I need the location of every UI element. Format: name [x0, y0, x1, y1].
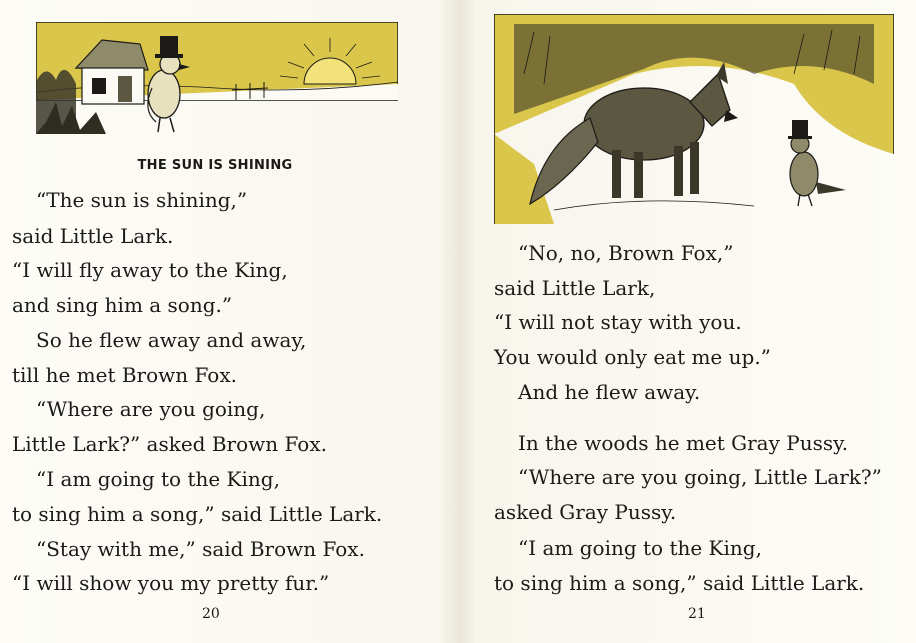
text-line: asked Gray Pussy.: [494, 500, 677, 524]
text-line: “The sun is shining,”: [36, 188, 248, 212]
text-line: “I am going to the King,: [36, 467, 280, 491]
text-line: So he flew away and away,: [36, 328, 307, 352]
page-heading: THE SUN IS SHINING: [137, 158, 293, 173]
text-line: And he flew away.: [518, 380, 701, 404]
text-line: “I will fly away to the King,: [12, 258, 288, 282]
fox-and-lark-illustration: [494, 14, 894, 224]
text-line: “Where are you going,: [36, 397, 266, 421]
text-line: said Little Lark.: [12, 224, 174, 248]
text-line: “I will not stay with you.: [494, 310, 742, 334]
text-line: You would only eat me up.”: [494, 345, 771, 369]
text-line: “I will show you my pretty fur.”: [12, 571, 330, 595]
text-line: said Little Lark,: [494, 276, 656, 300]
right-page: [458, 0, 916, 643]
page-number: 20: [202, 606, 220, 622]
text-line: In the woods he met Gray Pussy.: [518, 431, 849, 455]
text-line: “Stay with me,” said Brown Fox.: [36, 537, 365, 561]
text-line: “Where are you going, Little Lark?”: [518, 465, 882, 489]
text-line: and sing him a song.”: [12, 293, 233, 317]
page-number: 21: [688, 606, 706, 622]
text-line: “I am going to the King,: [518, 536, 762, 560]
text-line: “No, no, Brown Fox,”: [518, 241, 734, 265]
lark-sunrise-illustration: [36, 22, 398, 137]
text-line: to sing him a song,” said Little Lark.: [494, 571, 865, 595]
text-line: to sing him a song,” said Little Lark.: [12, 502, 383, 526]
text-line: Little Lark?” asked Brown Fox.: [12, 432, 327, 456]
text-line: till he met Brown Fox.: [12, 363, 237, 387]
